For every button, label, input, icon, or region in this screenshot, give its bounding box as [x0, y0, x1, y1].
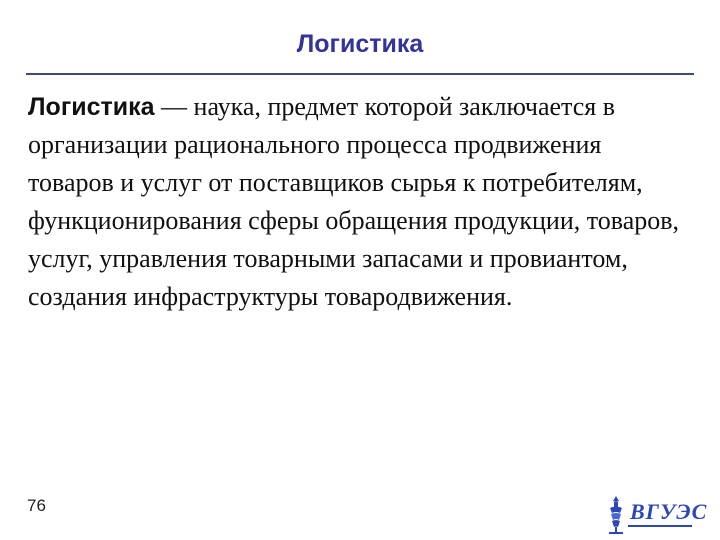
logo-text: ВГУЭС: [630, 499, 708, 524]
university-emblem-icon: [604, 494, 628, 536]
definition-text: — наука, предмет которой заключается в организации рационального процесса продвижения товаров и услуг от поставщиков сырья к потребителям, функционирования сферы обращения продукции, товаров, услуг, управления товарными запасами и провиантом, создания инфраструктуры товародвижения.: [28, 92, 680, 311]
definition-term: Логистика: [28, 93, 155, 121]
page-number: 76: [27, 496, 46, 515]
slide-title: Логистика: [296, 30, 424, 58]
title-divider: [26, 73, 694, 75]
university-logo: [604, 494, 708, 536]
definition-paragraph: [28, 88, 688, 316]
logo-underline: [628, 525, 692, 527]
